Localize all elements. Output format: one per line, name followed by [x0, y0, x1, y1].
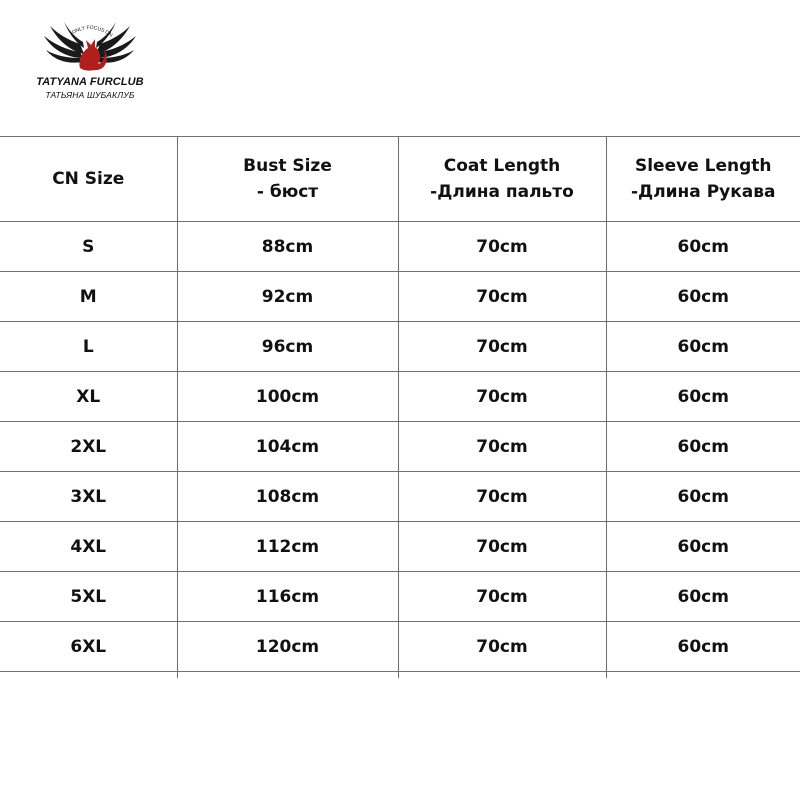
sleeve-length-cell: 60cm	[606, 272, 800, 322]
table-header-row	[0, 137, 800, 222]
bust-cell: 100cm	[177, 372, 398, 422]
table-row	[0, 472, 800, 522]
empty-cell	[177, 672, 398, 679]
header-cn-size: CN Size	[0, 137, 177, 222]
tagline-arc-text: ONLY FOCUS ON	[71, 24, 114, 39]
sleeve-length-cell: 60cm	[606, 322, 800, 372]
coat-length-cell: 70cm	[398, 622, 606, 672]
coat-length-cell: 70cm	[398, 572, 606, 622]
bust-cell: 116cm	[177, 572, 398, 622]
bust-cell: 112cm	[177, 522, 398, 572]
empty-cell	[0, 672, 177, 679]
size-chart-table	[0, 136, 800, 678]
table-row	[0, 372, 800, 422]
sleeve-length-cell: 60cm	[606, 472, 800, 522]
sleeve-length-cell: 60cm	[606, 372, 800, 422]
empty-cell	[606, 672, 800, 679]
header-coat-length: Coat Length -Длина пальто	[398, 137, 606, 222]
size-cell: XL	[0, 372, 177, 422]
sleeve-length-cell: 60cm	[606, 572, 800, 622]
table-row-cut-off	[0, 672, 800, 679]
size-cell: 6XL	[0, 622, 177, 672]
table-row	[0, 622, 800, 672]
header-sleeve-length: Sleeve Length -Длина Рукава	[606, 137, 800, 222]
header-bust-size: Bust Size - бюст	[177, 137, 398, 222]
coat-length-cell: 70cm	[398, 472, 606, 522]
size-cell: S	[0, 222, 177, 272]
sleeve-length-cell: 60cm	[606, 622, 800, 672]
winged-fox-emblem-icon	[40, 14, 140, 76]
coat-length-cell: 70cm	[398, 372, 606, 422]
bust-cell: 104cm	[177, 422, 398, 472]
bust-cell: 88cm	[177, 222, 398, 272]
sleeve-length-cell: 60cm	[606, 222, 800, 272]
coat-length-cell: 70cm	[398, 322, 606, 372]
size-cell: 2XL	[0, 422, 177, 472]
coat-length-cell: 70cm	[398, 272, 606, 322]
sleeve-length-cell: 60cm	[606, 422, 800, 472]
coat-length-cell: 70cm	[398, 222, 606, 272]
table-row	[0, 222, 800, 272]
brand-logo	[28, 14, 152, 100]
brand-name-russian: ТАТЬЯНА ШУБАКЛУБ	[45, 90, 135, 100]
coat-length-cell: 70cm	[398, 522, 606, 572]
size-cell: M	[0, 272, 177, 322]
table-row	[0, 422, 800, 472]
size-cell: 4XL	[0, 522, 177, 572]
table-row	[0, 522, 800, 572]
bust-cell: 120cm	[177, 622, 398, 672]
size-cell: 3XL	[0, 472, 177, 522]
bust-cell: 96cm	[177, 322, 398, 372]
size-cell: L	[0, 322, 177, 372]
table-row	[0, 272, 800, 322]
bust-cell: 108cm	[177, 472, 398, 522]
table-row	[0, 322, 800, 372]
sleeve-length-cell: 60cm	[606, 522, 800, 572]
table-row	[0, 572, 800, 622]
coat-length-cell: 70cm	[398, 422, 606, 472]
bust-cell: 92cm	[177, 272, 398, 322]
size-cell: 5XL	[0, 572, 177, 622]
brand-name-english: TATYANA FURCLUB	[36, 76, 144, 88]
empty-cell	[398, 672, 606, 679]
